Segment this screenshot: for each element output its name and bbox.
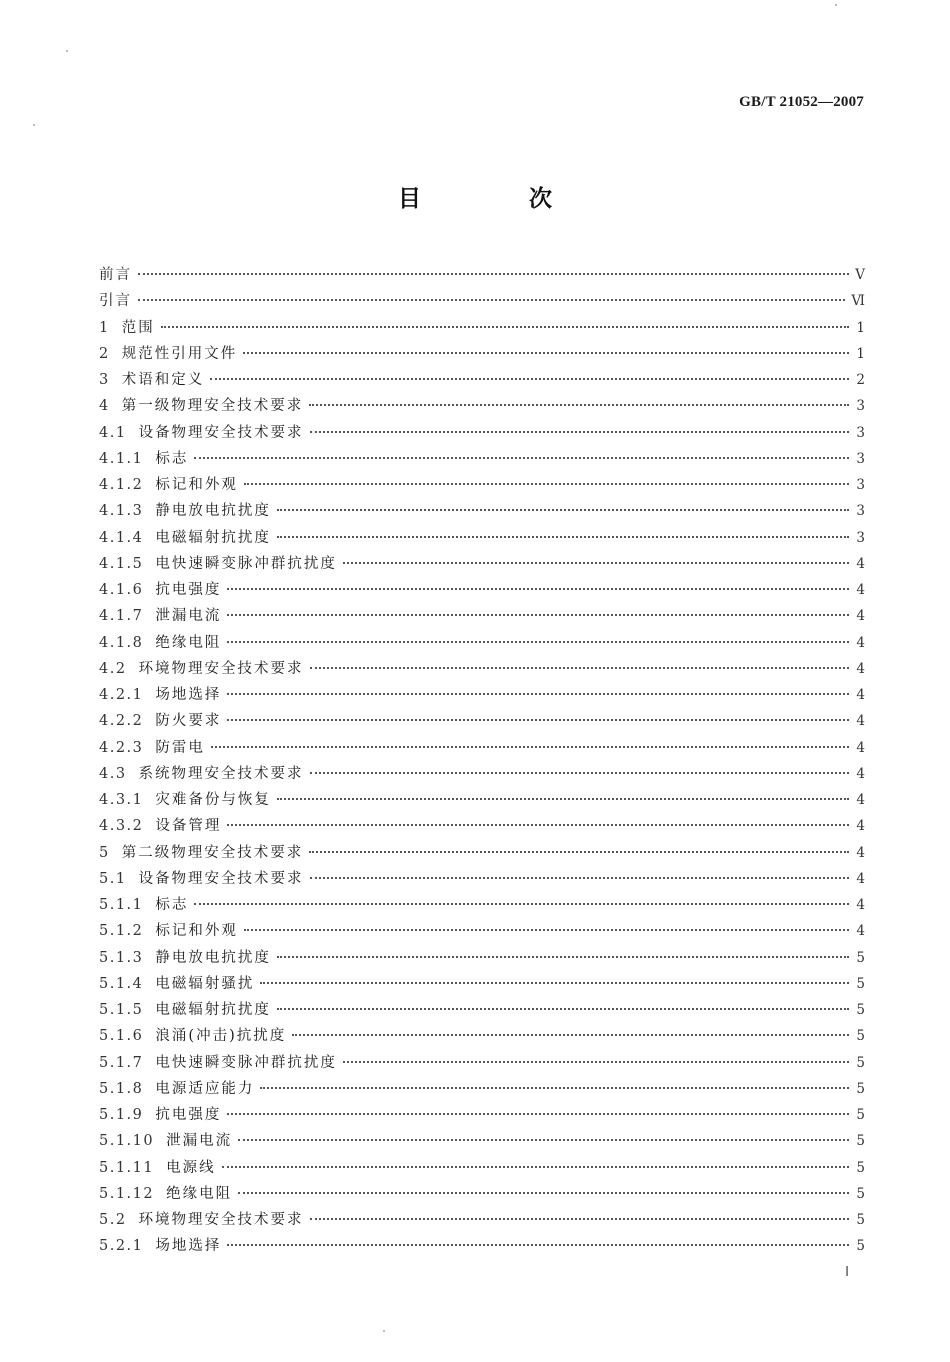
toc-entry-label: 抗电强度 <box>155 1107 222 1123</box>
toc-entry-number: 4.1.6 <box>99 582 144 598</box>
toc-entry-number: 5.1.4 <box>99 975 144 992</box>
toc-dot-leader <box>343 561 849 564</box>
toc-entry-label: 泄漏电流 <box>166 1133 233 1150</box>
toc-entry-label: 静电放电抗扰度 <box>155 949 271 966</box>
toc-entry-page: 4 <box>856 634 865 651</box>
toc-entry-number: 1 <box>99 319 110 336</box>
toc-entry-number: 5.1.8 <box>99 1080 144 1097</box>
toc-dot-leader <box>227 613 849 616</box>
toc-entry-number: 5.1.3 <box>99 949 144 966</box>
toc-dot-leader <box>211 745 849 748</box>
toc-entry-page: 4 <box>856 923 865 940</box>
toc-dot-leader <box>243 351 849 354</box>
toc-entry[interactable] <box>99 1050 865 1076</box>
toc-entry[interactable] <box>99 761 865 787</box>
toc-entry-label: 设备管理 <box>155 818 222 835</box>
toc-entry-number: 5 <box>99 844 110 861</box>
toc-entry-page: 4 <box>856 792 865 808</box>
toc-entry[interactable] <box>99 420 865 446</box>
toc-entry[interactable] <box>99 603 865 629</box>
toc-entry-label: 静电放电抗扰度 <box>155 503 271 520</box>
toc-entry[interactable] <box>99 971 865 997</box>
toc-entry-label: 防火要求 <box>155 713 222 730</box>
toc-dot-leader <box>194 902 849 905</box>
toc-entry[interactable] <box>99 1128 865 1154</box>
toc-entry-number: 4.2.3 <box>99 739 144 756</box>
toc-entry-page: 4 <box>856 713 865 730</box>
toc-entry-number: 2 <box>99 345 110 362</box>
toc-dot-leader <box>227 718 849 721</box>
page-folio: Ⅰ <box>845 1265 850 1280</box>
toc-dot-leader <box>277 955 849 958</box>
toc-dot-leader <box>292 1033 849 1036</box>
toc-entry-label: 范围 <box>121 319 155 336</box>
toc-entry-number: 4.1.8 <box>99 634 144 651</box>
toc-entry-label: 设备物理安全技术要求 <box>138 870 304 887</box>
toc-entry-number: 5.1.12 <box>99 1185 155 1202</box>
toc-entry-number: 5.1.1 <box>99 897 144 913</box>
toc-dot-leader <box>310 430 849 433</box>
toc-entry[interactable] <box>99 498 865 524</box>
toc-entry[interactable] <box>99 1233 865 1259</box>
toc-dot-leader <box>227 823 849 826</box>
toc-entry[interactable] <box>99 341 865 367</box>
toc-entry-label: 泄漏电流 <box>155 608 222 625</box>
toc-entry-page: 5 <box>856 949 865 966</box>
toc-entry[interactable] <box>99 656 865 682</box>
toc-entry[interactable] <box>99 315 865 341</box>
toc-entry[interactable] <box>99 1207 865 1233</box>
toc-entry[interactable] <box>99 577 865 603</box>
toc-entry[interactable] <box>99 288 865 314</box>
toc-dot-leader <box>227 587 849 590</box>
toc-entry-number: 4.1.4 <box>99 529 144 546</box>
toc-entry-number: 4.3.2 <box>99 818 144 835</box>
toc-entry[interactable] <box>99 813 865 839</box>
toc-entry-number: 5.1.9 <box>99 1107 144 1123</box>
toc-entry-number: 5.1.10 <box>99 1133 155 1150</box>
toc-entry-label: 规范性引用文件 <box>121 345 238 362</box>
toc-entry-page: 4 <box>856 844 865 861</box>
toc-entry-label: 环境物理安全技术要求 <box>138 1212 304 1228</box>
toc-entry-number: 4.1.5 <box>99 555 144 572</box>
toc-entry-page: 1 <box>856 345 865 362</box>
toc-entry-page: 5 <box>856 1212 865 1228</box>
toc-entry-number: 4.2 <box>99 660 127 677</box>
scan-speck <box>33 124 35 126</box>
toc-dot-leader <box>244 482 849 485</box>
toc-entry-label: 抗电强度 <box>155 582 222 598</box>
toc-dot-leader <box>227 1243 849 1246</box>
toc-entry[interactable] <box>99 708 865 734</box>
toc-entry-page: 1 <box>856 319 865 336</box>
toc-dot-leader <box>277 797 849 800</box>
toc-entry-page: 4 <box>856 608 865 625</box>
toc-entry-page: 5 <box>856 1028 865 1045</box>
toc-entry-page: 5 <box>856 1002 865 1018</box>
toc-entry-page: 3 <box>856 450 865 467</box>
toc-dot-leader <box>260 1086 849 1089</box>
toc-entry-number: 5.2.1 <box>99 1238 144 1255</box>
toc-entry-page: 2 <box>856 372 865 388</box>
toc-entry[interactable] <box>99 472 865 498</box>
toc-entry-label: 电磁辐射抗扰度 <box>155 529 271 546</box>
toc-entry-number: 5.1.7 <box>99 1054 144 1071</box>
toc-entry[interactable] <box>99 787 865 813</box>
toc-entry-number: 4.2.2 <box>99 713 144 730</box>
toc-entry-number: 5.1.5 <box>99 1002 144 1018</box>
toc-entry-page: 5 <box>856 1185 865 1202</box>
toc-entry[interactable] <box>99 525 865 551</box>
toc-entry[interactable] <box>99 866 865 892</box>
toc-dot-leader <box>194 456 849 459</box>
toc-dot-leader <box>277 1007 849 1010</box>
toc-dot-leader <box>277 535 849 538</box>
toc-dot-leader <box>309 403 849 406</box>
toc-entry-number: 5.1.6 <box>99 1028 144 1045</box>
scan-speck <box>66 50 68 52</box>
scan-speck <box>383 1330 385 1332</box>
toc-entry[interactable] <box>99 1023 865 1049</box>
toc-entry-number: 4.2.1 <box>99 687 144 703</box>
toc-entry-number: 5.1 <box>99 870 127 887</box>
toc-entry[interactable] <box>99 997 865 1023</box>
toc-entry-label: 第一级物理安全技术要求 <box>121 398 304 415</box>
toc-entry-label: 电磁辐射骚扰 <box>155 975 255 992</box>
toc-dot-leader <box>309 850 849 853</box>
toc-entry-number: 4.3 <box>99 765 127 782</box>
toc-entry-label: 前言 <box>99 267 132 283</box>
toc-dot-leader <box>227 692 849 695</box>
toc-dot-leader <box>238 1138 849 1141</box>
toc-entry-label: 标志 <box>155 450 189 467</box>
toc-entry[interactable] <box>99 393 865 419</box>
toc-dot-leader <box>310 1217 849 1220</box>
toc-dot-leader <box>138 298 845 301</box>
toc-entry-page: 5 <box>856 1238 865 1255</box>
toc-entry-label: 术语和定义 <box>121 372 205 388</box>
toc-entry[interactable] <box>99 682 865 708</box>
toc-entry-label: 绝缘电阻 <box>155 634 222 651</box>
toc-entry-label: 环境物理安全技术要求 <box>138 660 304 677</box>
toc-entry[interactable] <box>99 892 865 918</box>
toc-entry-page: 4 <box>856 555 865 572</box>
toc-entry-page: 5 <box>856 975 865 992</box>
toc-entry-number: 5.1.2 <box>99 923 144 940</box>
toc-entry-page: 5 <box>856 1159 865 1176</box>
toc-entry[interactable] <box>99 1155 865 1181</box>
toc-entry-label: 场地选择 <box>155 1238 222 1255</box>
toc-dot-leader <box>222 1165 849 1168</box>
toc-dot-leader <box>138 272 849 275</box>
toc-entry-number: 5.2 <box>99 1212 127 1228</box>
toc-entry-number: 3 <box>99 372 110 388</box>
toc-entry[interactable] <box>99 1181 865 1207</box>
toc-entry-label: 引言 <box>99 293 132 310</box>
toc-entry-page: 4 <box>856 660 865 677</box>
toc-entry[interactable] <box>99 945 865 971</box>
toc-entry-number: 5.1.11 <box>99 1159 155 1176</box>
toc-entry-label: 设备物理安全技术要求 <box>138 424 304 441</box>
toc-dot-leader <box>238 1191 849 1194</box>
toc-dot-leader <box>310 771 849 774</box>
scan-speck <box>835 4 837 6</box>
toc-dot-leader <box>277 508 849 511</box>
toc-title: 目 次 <box>397 186 602 212</box>
toc-entry-label: 电源适应能力 <box>155 1080 255 1097</box>
toc-entry-label: 防雷电 <box>155 739 205 756</box>
toc-entry-page: 4 <box>856 765 865 782</box>
toc-entry[interactable] <box>99 1102 865 1128</box>
toc-entry-number: 4 <box>99 398 110 415</box>
toc-dot-leader <box>210 377 849 380</box>
toc-entry[interactable] <box>99 630 865 656</box>
toc-entry-number: 4.3.1 <box>99 792 144 808</box>
toc-dot-leader <box>227 1112 849 1115</box>
toc-entry-page: 5 <box>856 1080 865 1097</box>
toc-entry-page: 4 <box>856 687 865 703</box>
toc-entry-label: 电快速瞬变脉冲群抗扰度 <box>155 555 337 572</box>
toc-entry[interactable] <box>99 840 865 866</box>
toc-entry-page: 3 <box>856 398 865 415</box>
toc-dot-leader <box>244 928 849 931</box>
toc-entry-page: 3 <box>856 477 865 493</box>
toc-entry-page: 4 <box>856 582 865 598</box>
toc-dot-leader <box>310 666 849 669</box>
toc-entry-number: 4.1 <box>99 424 127 441</box>
toc-entry-number: 4.1.3 <box>99 503 144 520</box>
toc-entry[interactable] <box>99 918 865 944</box>
toc-entry[interactable] <box>99 446 865 472</box>
toc-entry[interactable] <box>99 551 865 577</box>
toc-entry-page: 5 <box>856 1054 865 1071</box>
toc-entry-label: 第二级物理安全技术要求 <box>121 844 304 861</box>
toc-entry-label: 电磁辐射抗扰度 <box>155 1002 271 1018</box>
toc-entry-label: 场地选择 <box>155 687 222 703</box>
toc-entry[interactable] <box>99 262 865 288</box>
toc-entry-label: 系统物理安全技术要求 <box>138 765 304 782</box>
toc-entry-label: 电源线 <box>166 1159 216 1176</box>
toc-entry-page: 4 <box>856 870 865 887</box>
toc-dot-leader <box>227 640 849 643</box>
table-of-contents <box>99 262 865 1260</box>
toc-entry-page: 4 <box>856 739 865 756</box>
toc-entry[interactable] <box>99 367 865 393</box>
toc-dot-leader <box>260 981 849 984</box>
toc-entry-label: 标记和外观 <box>155 923 238 940</box>
toc-entry-label: 灾难备份与恢复 <box>155 792 271 808</box>
toc-entry[interactable] <box>99 735 865 761</box>
toc-entry-label: 电快速瞬变脉冲群抗扰度 <box>155 1054 337 1071</box>
toc-entry-label: 标记和外观 <box>155 477 238 493</box>
toc-dot-leader <box>310 876 849 879</box>
toc-dot-leader <box>161 325 849 328</box>
toc-entry-page: 5 <box>856 1133 865 1150</box>
toc-entry-page: 3 <box>856 424 865 441</box>
toc-entry-label: 浪涌(冲击)抗扰度 <box>155 1028 287 1045</box>
toc-entry-number: 4.1.1 <box>99 450 144 467</box>
toc-dot-leader <box>343 1060 849 1063</box>
toc-entry-page: 4 <box>856 897 865 913</box>
toc-entry-label: 绝缘电阻 <box>166 1185 233 1202</box>
document-number: GB/T 21052—2007 <box>739 94 864 110</box>
toc-entry-number: 4.1.7 <box>99 608 144 625</box>
toc-entry-page: Ⅴ <box>855 267 865 283</box>
toc-entry[interactable] <box>99 1076 865 1102</box>
toc-entry-number: 4.1.2 <box>99 477 144 493</box>
toc-entry-page: 5 <box>856 1107 865 1123</box>
toc-entry-page: 3 <box>856 503 865 520</box>
toc-entry-page: 3 <box>856 529 865 546</box>
toc-entry-page: 4 <box>856 818 865 835</box>
toc-entry-label: 标志 <box>155 897 189 913</box>
toc-entry-page: Ⅵ <box>851 293 865 310</box>
